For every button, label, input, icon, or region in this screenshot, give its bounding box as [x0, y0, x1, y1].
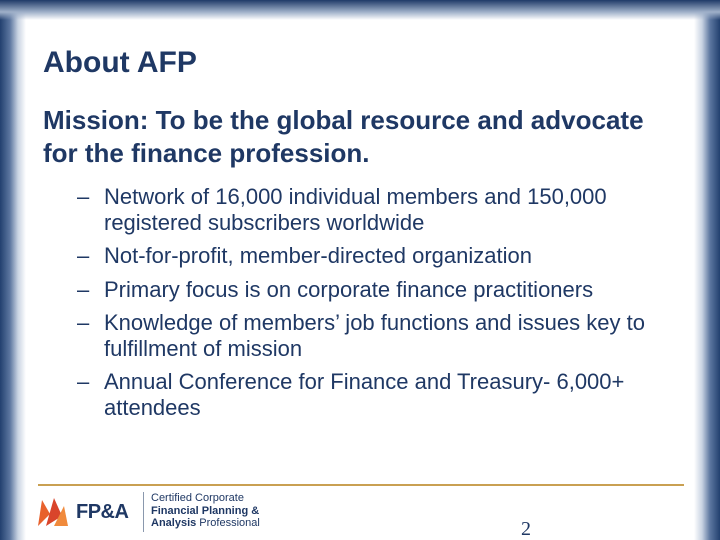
footer-rule	[38, 484, 684, 486]
logo-divider	[143, 492, 144, 532]
fpa-logo	[36, 492, 276, 532]
bullet-item: – Primary focus is on corporate finance practitioners	[77, 276, 594, 302]
dash-marker: –	[77, 276, 90, 302]
slide-title: About AFP	[43, 46, 197, 79]
bullet-item: – Annual Conference for Finance and Treasury- 6,000+ attendees	[77, 369, 625, 420]
mission-statement: Mission: To be the global resource and advocate for the finance profession.	[43, 105, 644, 168]
certification-text: Certified Corporate Financial Planning & Analysis Professional	[151, 492, 260, 529]
bullet-item: – Knowledge of members’ job functions and issues key to fulfillment of mission	[77, 310, 645, 361]
bullet-item: – Network of 16,000 individual members and 150,000 registered subscribers worldwide	[77, 184, 607, 235]
page-number: 2	[521, 518, 531, 540]
dash-marker: –	[77, 184, 90, 209]
bullet-list	[77, 184, 697, 428]
dash-marker: –	[77, 310, 90, 335]
dash-marker: –	[77, 243, 90, 268]
fpa-brand: FP&A	[76, 501, 129, 523]
bullet-item: – Not-for-profit, member-directed organization	[77, 243, 532, 268]
top-border	[0, 0, 720, 20]
dash-marker: –	[77, 369, 90, 394]
fpa-flame-icon	[36, 496, 70, 528]
